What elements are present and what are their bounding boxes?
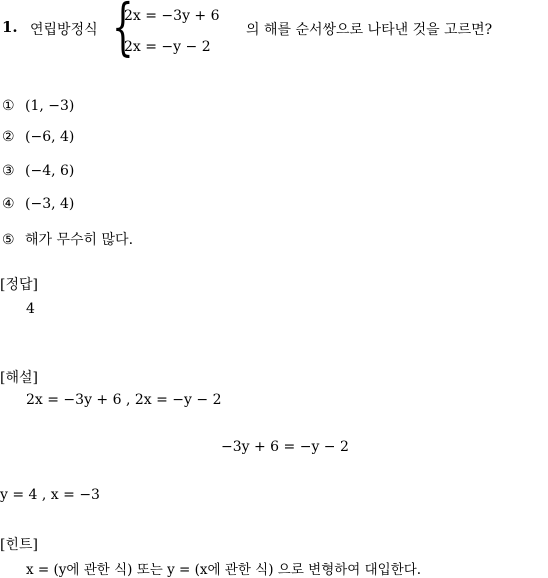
- option-5-mark: ⑤: [2, 232, 15, 248]
- option-3[interactable]: [2, 163, 74, 179]
- option-1-mark: ①: [2, 98, 15, 114]
- option-4-mark: ④: [2, 196, 15, 212]
- explanation-line-2: −3y + 6 = −y − 2: [221, 439, 349, 455]
- question-number: 1.: [2, 18, 18, 36]
- equation-2: 2x = −y − 2: [124, 39, 211, 55]
- hint-text: x = (y에 관한 식) 또는 y = (x에 관한 식) 으로 변형하여 대입한다.: [26, 562, 422, 578]
- explanation-label: [해설]: [0, 370, 38, 386]
- answer-label: [정답]: [0, 277, 38, 293]
- option-1-text: (1, −3): [25, 98, 75, 114]
- equation-1: 2x = −3y + 6: [124, 8, 220, 24]
- option-4-text: (−3, 4): [25, 196, 75, 212]
- option-3-mark: ③: [2, 163, 15, 179]
- explanation-line-3: y = 4 , x = −3: [0, 487, 100, 503]
- question-lead: 연립방정식: [30, 22, 98, 38]
- option-5-text: 해가 무수히 많다.: [25, 232, 134, 248]
- option-5[interactable]: [2, 229, 133, 249]
- hint-label: [힌트]: [0, 537, 38, 553]
- option-4[interactable]: [2, 196, 74, 212]
- explanation-line-1: 2x = −3y + 6 , 2x = −y − 2: [26, 392, 222, 408]
- option-1[interactable]: [2, 98, 74, 114]
- option-2[interactable]: [2, 129, 74, 145]
- option-3-text: (−4, 6): [25, 163, 75, 179]
- question-tail: 의 해를 순서쌍으로 나타낸 것을 고르면?: [246, 22, 493, 38]
- answer-value: 4: [26, 301, 35, 317]
- system-brace: {: [112, 0, 134, 63]
- option-2-mark: ②: [2, 129, 15, 145]
- option-2-text: (−6, 4): [25, 129, 75, 145]
